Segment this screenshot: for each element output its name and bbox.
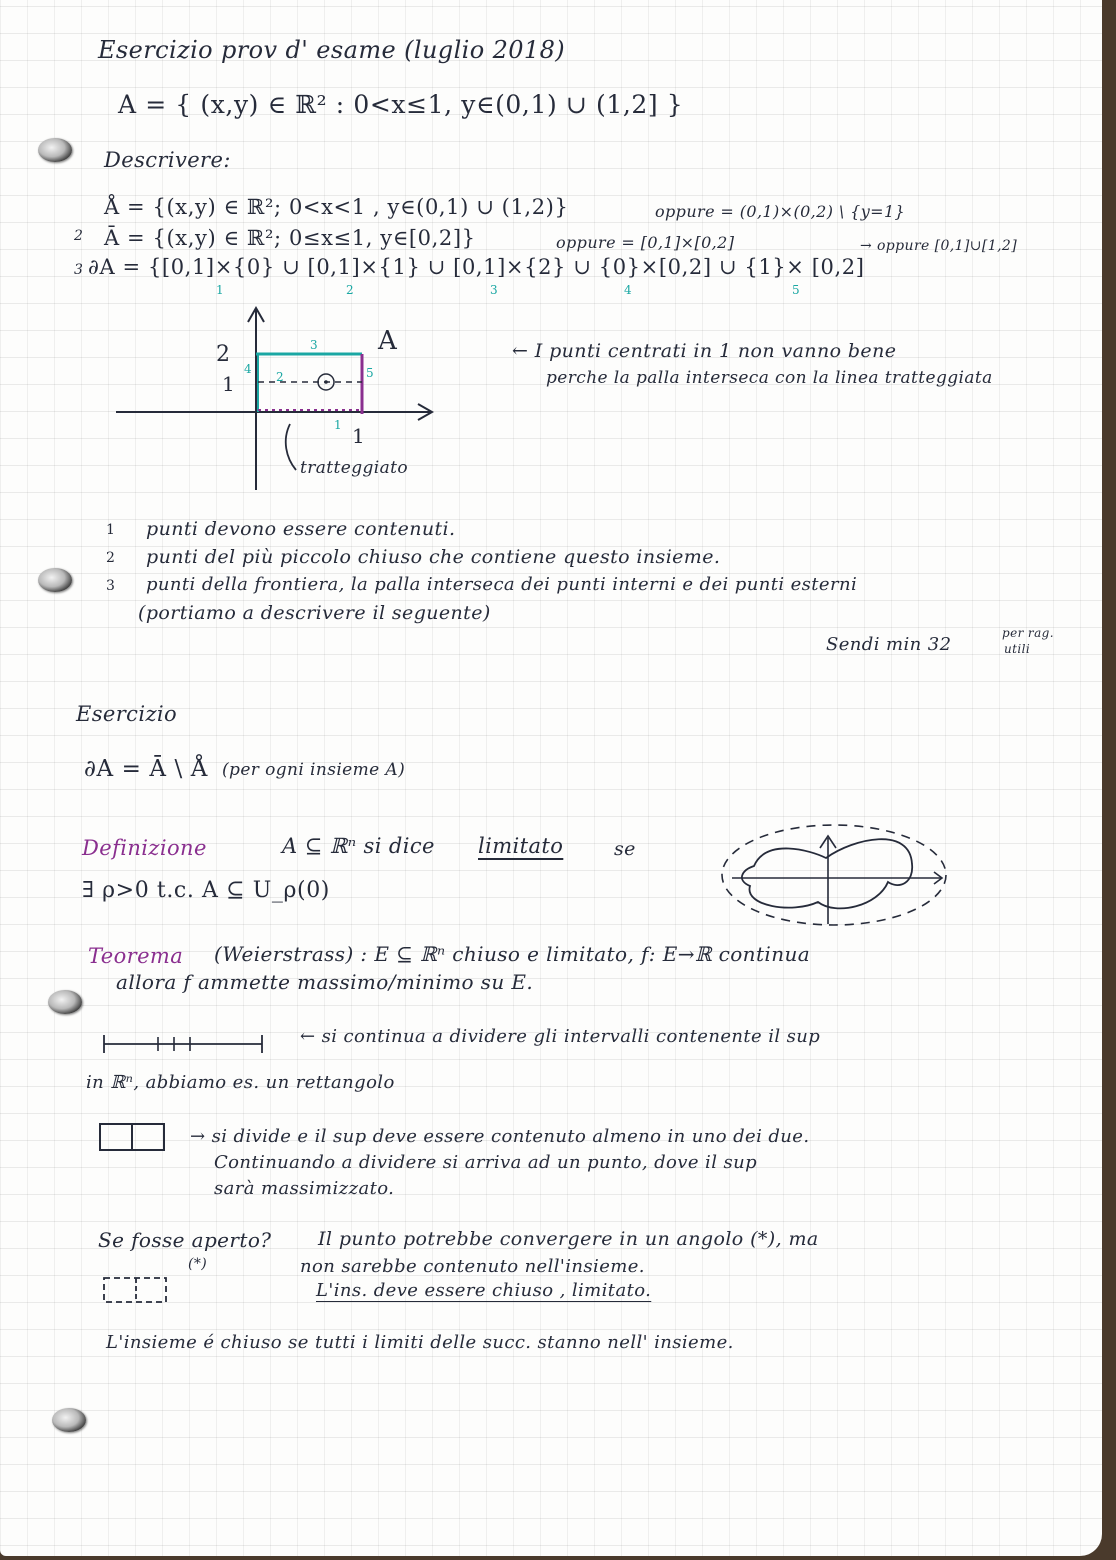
boundary-definition: ∂A = {[0,1]×{0} ∪ [0,1]×{1} ∪ [0,1]×{2} ∪ {0}×[0,2] ∪ {1}× [0,2] xyxy=(88,255,865,279)
closure-number: 2 xyxy=(74,228,83,244)
boundary-index: 1 xyxy=(216,283,224,297)
closure-alternative: oppure = [0,1]×[0,2] xyxy=(556,233,735,252)
describe-label: Descrivere: xyxy=(104,148,231,172)
point-text: punti del più piccolo chiuso che contiene questo insieme. xyxy=(146,546,721,568)
theorem-label: Teorema xyxy=(88,944,184,968)
open-answer-2: non sarebbe contenuto nell'insieme. xyxy=(300,1256,645,1277)
page-ref-sup: per rag. xyxy=(1002,626,1054,640)
x-tick-1: 1 xyxy=(352,424,366,448)
corner-marker: (*) xyxy=(188,1256,208,1272)
page-ref: Sendi min 32 xyxy=(826,634,952,655)
y-tick-2: 2 xyxy=(216,342,231,367)
open-rectangle xyxy=(104,1278,166,1302)
edge-label-mid: 2 xyxy=(276,370,284,384)
boundary-index: 3 xyxy=(490,283,498,297)
interior-alternative: oppure = (0,1)×(0,2) \ {y=1} xyxy=(655,202,906,221)
boundary-formula-note: (per ogni insieme A) xyxy=(222,760,406,780)
arrow-to-dashed xyxy=(286,424,296,470)
point-text: punti devono essere contenuti. xyxy=(146,518,456,540)
boundary-index: 2 xyxy=(346,283,354,297)
set-label: A xyxy=(378,326,398,356)
boundary-formula: ∂A = Ā \ Å xyxy=(84,756,208,782)
boundary-index: 5 xyxy=(792,283,800,297)
set-definition: A = { (x,y) ∈ ℝ² : 0<x≤1, y∈(0,1) ∪ (1,2] } xyxy=(118,90,684,119)
interval-sketch xyxy=(100,1030,270,1060)
theorem-statement: (Weierstrass) : E ⊆ ℝⁿ chiuso e limitato, f: E→ℝ continua xyxy=(214,942,811,966)
binder-ring xyxy=(48,990,82,1014)
definition-condition: ∃ ρ>0 t.c. A ⊆ U_ρ(0) xyxy=(82,878,330,903)
binder-ring xyxy=(52,1408,86,1432)
binder-ring xyxy=(38,568,72,592)
rn-note: in ℝⁿ, abbiamo es. un rettangolo xyxy=(86,1072,395,1093)
point-text: punti della frontiera, la palla interseca dei punti interni e dei punti esterni xyxy=(146,574,858,595)
theorem-conclusion: allora f ammette massimo/minimo su E. xyxy=(116,970,534,994)
edge-label-right: 5 xyxy=(366,366,374,380)
point-number: 1 xyxy=(106,522,115,538)
dashed-line-label: tratteggiato xyxy=(300,458,409,478)
boundary-index: 4 xyxy=(624,283,632,297)
interval-note: ← si continua a dividere gli intervalli contenente il sup xyxy=(300,1026,821,1047)
closed-set-note: L'insieme é chiuso se tutti i limiti delle succ. stanno nell' insieme. xyxy=(106,1332,734,1353)
edge-label-top: 3 xyxy=(310,338,318,352)
y-tick-1: 1 xyxy=(222,372,236,396)
binder-ring xyxy=(38,138,72,162)
exercise-title: Esercizio xyxy=(76,702,178,726)
rectangle-note-2: Continuando a dividere si arriva ad un punto, dove il sup xyxy=(214,1152,758,1173)
edge-label-left: 4 xyxy=(244,362,252,376)
definition-text: A ⊆ ℝⁿ si dice xyxy=(282,834,435,858)
ball-note-2: perche la palla interseca con la linea tratteggiata xyxy=(546,368,993,388)
closure-alternative-2: → oppure [0,1]∪[1,2] xyxy=(860,238,1018,254)
open-question: Se fosse aperto? xyxy=(98,1228,272,1252)
interior-definition: Å = {(x,y) ∈ ℝ²; 0<x<1 , y∈(0,1) ∪ (1,2)} xyxy=(104,195,569,219)
split-rectangle-sketch xyxy=(98,1122,170,1154)
boundary-number: 3 xyxy=(74,262,83,278)
ball-note-1: ← I punti centrati in 1 non vanno bene xyxy=(512,340,897,362)
definition-bounded-word: limitato xyxy=(478,834,564,858)
definition-label: Definizione xyxy=(82,836,207,860)
ball-center xyxy=(324,380,328,384)
closure-definition: Ā = {(x,y) ∈ ℝ²; 0≤x≤1, y∈[0,2]} xyxy=(104,226,476,250)
open-answer-3: L'ins. deve essere chiuso , limitato. xyxy=(316,1280,652,1301)
definition-if: se xyxy=(614,838,636,860)
point-number: 2 xyxy=(106,550,115,566)
open-answer-1: Il punto potrebbe convergere in un angolo (*), ma xyxy=(318,1228,819,1250)
point-number: 3 xyxy=(106,578,115,594)
point-continuation: (portiamo a descrivere il seguente) xyxy=(138,602,491,624)
page-ref-sub: utili xyxy=(1004,642,1031,656)
bounded-set-sketch xyxy=(714,820,954,930)
bounded-blob xyxy=(742,839,912,908)
rectangle-note-3: sarà massimizzato. xyxy=(214,1178,395,1199)
page-heading: Esercizio prov d' esame (luglio 2018) xyxy=(98,36,566,64)
edge-label-bottom: 1 xyxy=(334,418,342,432)
bounding-ball xyxy=(722,825,946,925)
open-rectangle-sketch xyxy=(100,1272,174,1306)
rectangle-note-1: → si divide e il sup deve essere contenuto almeno in uno dei due. xyxy=(190,1126,810,1147)
